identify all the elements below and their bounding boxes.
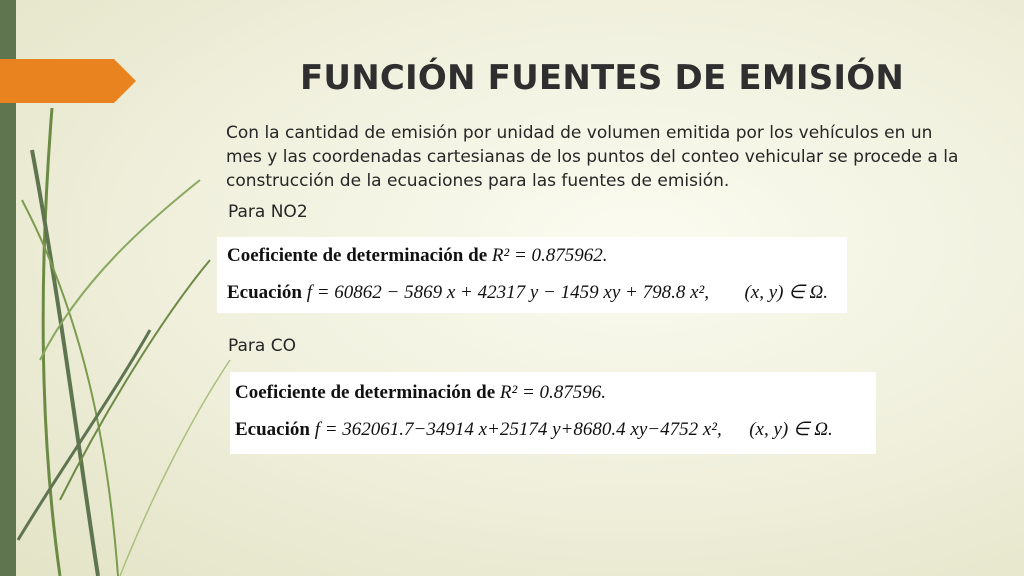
no2-label: Para NO2	[228, 202, 308, 222]
no2-eq-domain: (x, y) ∈ Ω.	[744, 282, 829, 303]
orange-arrow-marker	[0, 59, 136, 103]
no2-r2-line	[227, 245, 608, 267]
no2-equation-box	[217, 237, 847, 313]
co-equation-box	[230, 372, 876, 454]
co-eq-domain: (x, y) ∈ Ω.	[749, 419, 833, 440]
no2-r2-value: R² = 0.875962.	[491, 245, 608, 266]
page-title: FUNCIÓN FUENTES DE EMISIÓN	[300, 58, 905, 98]
co-r2-line	[235, 382, 606, 404]
co-eq-expression: f = 362061.7−34914 x+25174 y+8680.4 xy−4752 x²,	[314, 419, 722, 440]
co-label: Para CO	[228, 336, 296, 356]
co-eq-prefix: Ecuación	[235, 419, 310, 440]
no2-eq-prefix: Ecuación	[227, 282, 302, 303]
co-r2-prefix: Coeficiente de determinación de	[235, 382, 496, 403]
no2-eq-expression: f = 60862 − 5869 x + 42317 y − 1459 xy + 798.8 x²,	[306, 282, 709, 303]
intro-paragraph: Con la cantidad de emisión por unidad de volumen emitida por los vehículos en un mes y las coordenadas cartesianas de los puntos del conteo vehicular se procede a la construcción de la ecuaciones para las fuentes de emisión.	[226, 123, 959, 191]
no2-r2-prefix: Coeficiente de determinación de	[227, 245, 488, 266]
co-equation-line	[235, 418, 833, 441]
no2-equation-line	[227, 281, 828, 304]
co-r2-value: R² = 0.87596.	[499, 382, 607, 403]
